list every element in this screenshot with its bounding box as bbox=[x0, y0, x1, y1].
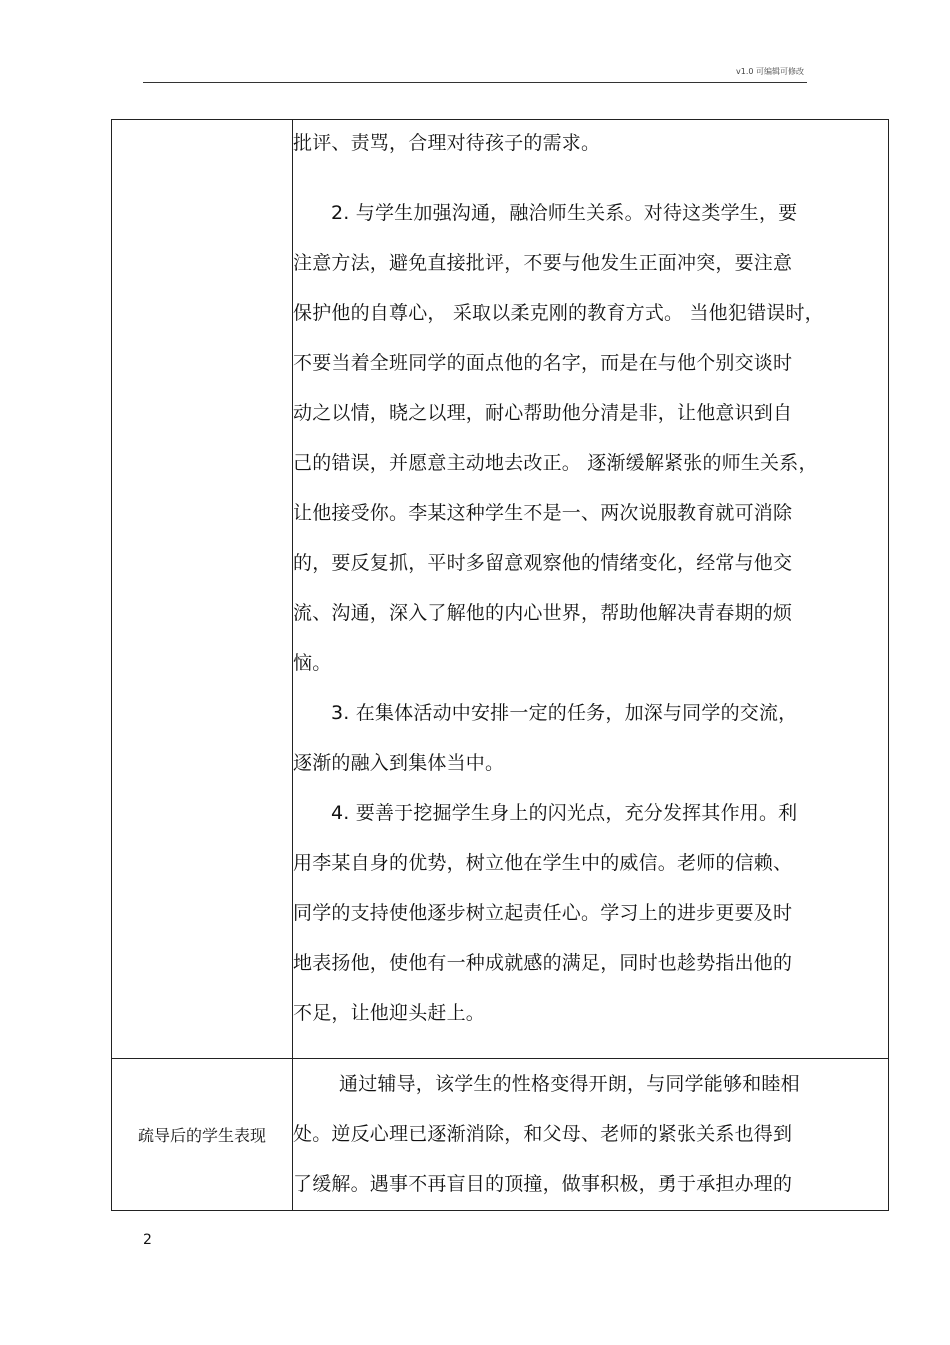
text-line: 逐渐的融入到集体当中。 bbox=[293, 752, 505, 774]
text-line: 通过辅导，该学生的性格变得开朗，与同学能够和睦相 bbox=[339, 1073, 800, 1095]
text-line: 己的错误，并愿意主动地去改正。 逐渐缓解紧张的师生关系， bbox=[293, 452, 818, 474]
text-line: 处。逆反心理已逐渐消除，和父母、老师的紧张关系也得到 bbox=[293, 1123, 793, 1145]
counseling-record-table bbox=[111, 119, 889, 1211]
text-line: 注意方法，避免直接批评，不要与他发生正面冲突，要注意 bbox=[293, 252, 793, 274]
post-counseling-content-cell bbox=[293, 1059, 889, 1211]
text-line: 4. 要善于挖掘学生身上的闪光点，充分发挥其作用。利 bbox=[331, 802, 798, 824]
text-line: 流、沟通，深入了解他的内心世界，帮助他解决青春期的烦 bbox=[293, 602, 793, 624]
text-line: 恼。 bbox=[293, 652, 332, 674]
text-line: 地表扬他，使他有一种成就感的满足，同时也趁势指出他的 bbox=[293, 952, 793, 974]
text-line: 批评、责骂，合理对待孩子的需求。 bbox=[293, 132, 601, 154]
text-line: 的，要反复抓，平时多留意观察他的情绪变化，经常与他交 bbox=[293, 552, 793, 574]
page-number: 2 bbox=[143, 1232, 152, 1248]
text-line: 用李某自身的优势，树立他在学生中的威信。老师的信赖、 bbox=[293, 852, 793, 874]
text-line: 3. 在集体活动中安排一定的任务，加深与同学的交流， bbox=[331, 702, 798, 724]
text-line: 动之以情，晓之以理，耐心帮助他分清是非，让他意识到自 bbox=[293, 402, 793, 424]
measures-content-cell bbox=[293, 120, 889, 1059]
header-divider bbox=[143, 82, 807, 83]
text-line: 不足，让他迎头赶上。 bbox=[293, 1002, 486, 1024]
text-line: 不要当着全班同学的面点他的名字，而是在与他个别交谈时 bbox=[293, 352, 793, 374]
row-label-cell bbox=[112, 120, 293, 1059]
header-version-note: v1.0 可编辑可修改 bbox=[736, 67, 804, 76]
text-line: 了缓解。遇事不再盲目的顶撞，做事积极，勇于承担办理的 bbox=[293, 1173, 793, 1195]
paragraph-gap bbox=[293, 168, 888, 188]
text-line: 同学的支持使他逐步树立起责任心。学习上的进步更要及时 bbox=[293, 902, 793, 924]
post-counseling-label: 疏导后的学生表现 bbox=[112, 1059, 293, 1211]
text-line: 2. 与学生加强沟通，融洽师生关系。对待这类学生，要 bbox=[331, 202, 798, 224]
text-line: 保护他的自尊心， 采取以柔克刚的教育方式。 当他犯错误时， bbox=[293, 302, 824, 324]
text-line: 让他接受你。李某这种学生不是一、两次说服教育就可消除 bbox=[293, 502, 793, 524]
table-row-post-counseling bbox=[112, 1059, 889, 1211]
table-row-measures bbox=[112, 120, 889, 1059]
